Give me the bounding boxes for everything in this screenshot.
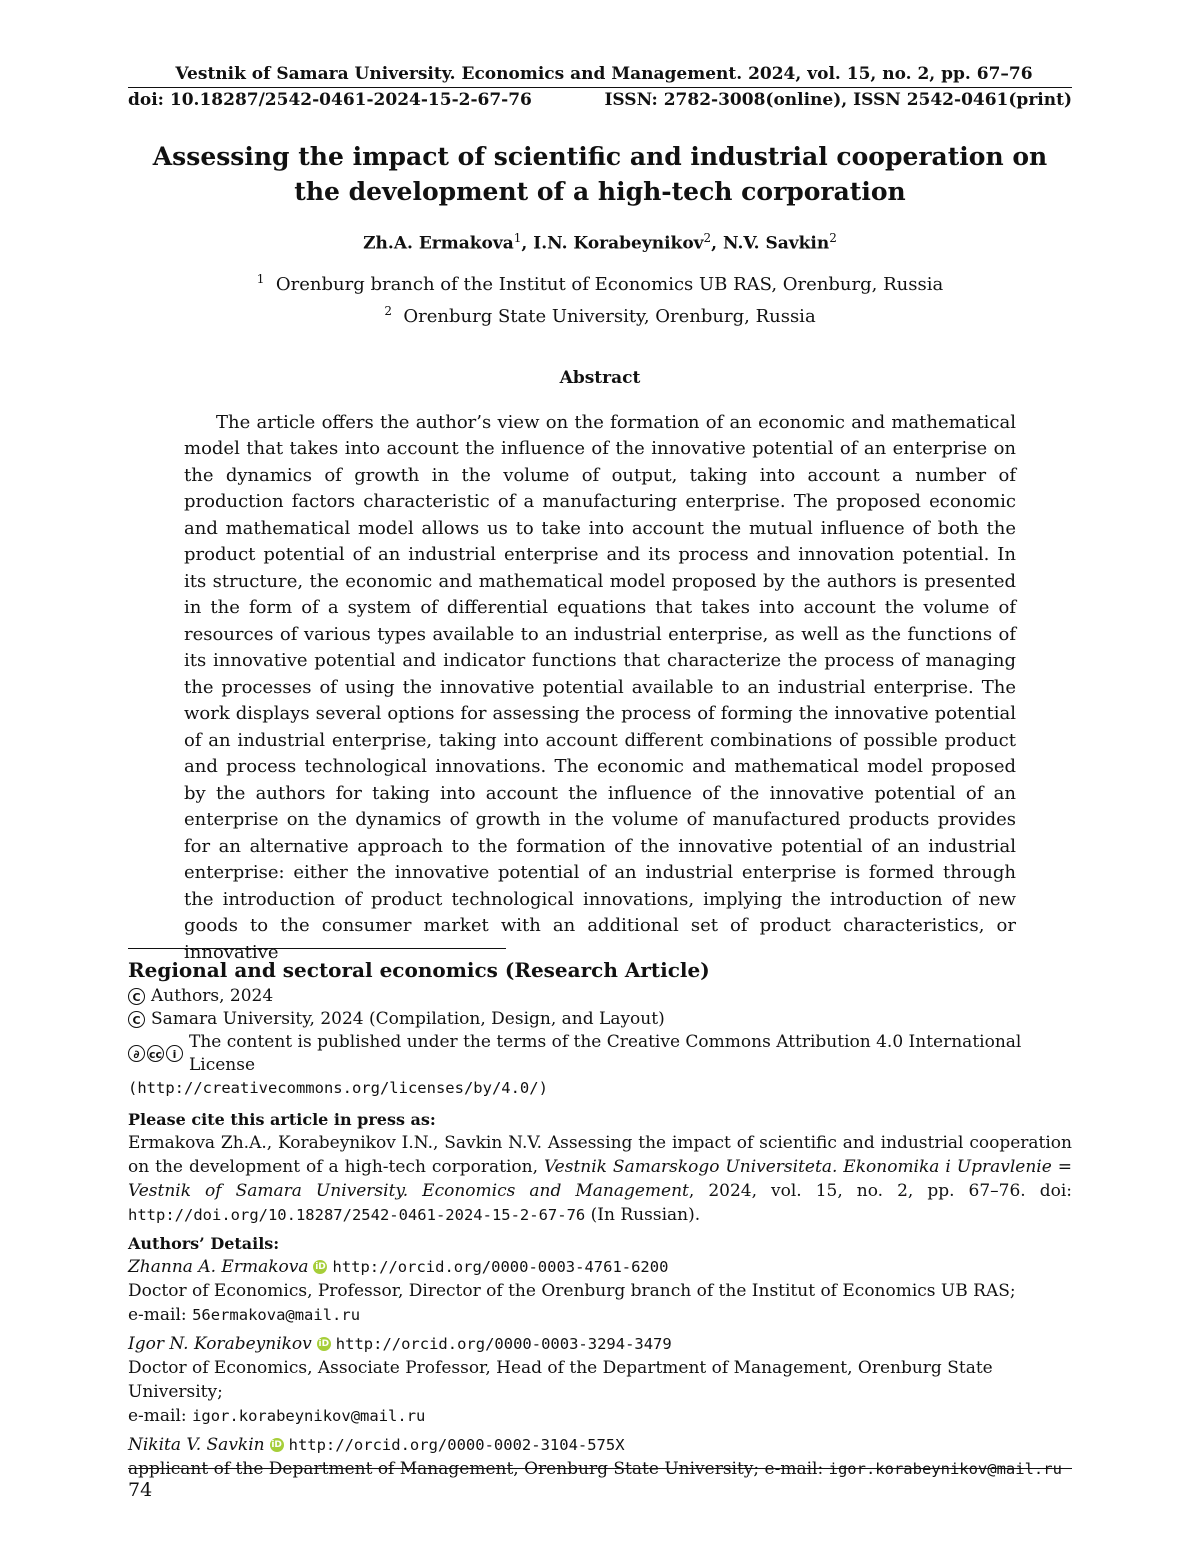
author-affil-mark: 2 [829,231,837,245]
author-list: Zh.A. Ermakova$^1$, I.N. Korabeynikov$^2$, N.V. Savkin$^2$ [363,231,837,254]
author-position: applicant of the Department of Management, Orenburg State University; e-mail: [128,1458,829,1479]
orcid-icon: iD [271,1439,282,1450]
orcid-link[interactable]: http://orcid.org/0000-0002-3104-575X [288,1435,625,1454]
cc-icon: cc [147,1045,164,1062]
author-affil-mark: 2 [703,231,712,245]
copyright-authors: Authors, 2024 [151,985,274,1006]
affiliation [128,298,1072,330]
journal-name: Vestnik Samarskogo Universiteta. Ekonomika i Upravlenie = Vestnik of Samara University. Economics and Management [128,1156,1073,1201]
journal-header-line: Vestnik of Samara University. Economics and Management. 2024, vol. 15, no. 2, pp. 67–76 [175,64,1033,84]
affiliation-mark: 2 [384,303,392,318]
cite-heading: Please cite this article in press as: [128,1109,436,1129]
email-link[interactable]: igor.korabeynikov@mail.ru [828,1459,1062,1478]
authors-details-heading: Authors’ Details: [128,1233,280,1253]
email-link[interactable]: 56ermakova@mail.ru [192,1305,361,1324]
affiliation-text: Orenburg State University, Orenburg, Russia [403,305,816,327]
email-link[interactable]: igor.korabeynikov@mail.ru [192,1406,426,1425]
author-position: Doctor of Economics, Professor, Director of the Orenburg branch of the Institut of Economics UB RAS; [128,1280,1016,1301]
author-full-name: Zhanna A. Ermakova [128,1256,309,1277]
open-access-icon: ∂ [128,1045,145,1062]
copyright-university: Samara University, 2024 (Compilation, Design, and Layout) [151,1008,665,1029]
author-name: N.V. Savkin [723,233,830,254]
footer-rule [128,1468,1072,1469]
cc-by-icon [128,1045,183,1062]
copyright-icon: C [128,1011,145,1028]
doi-text: doi: 10.18287/2542-0461-2024-15-2-67-76 [128,90,532,110]
author-full-name: Igor N. Korabeynikov [128,1333,312,1354]
affiliation [128,266,1072,298]
author-detail [128,1433,1072,1481]
author-position: Doctor of Economics, Associate Professor, Head of the Department of Management, Orenburg State University; [128,1357,993,1402]
paper-page [128,62,1072,1481]
copyright-icon: C [128,988,145,1005]
author-detail: Igor N. Korabeynikov iD http://orcid.org/0000-0003-3294-3479 Doctor of Economics, Associate Professor, Head of the Department of Management, Orenburg State University; e-mail: igor.korabeynikov@mail.ru [128,1332,1072,1428]
page-number: 74 [128,1479,153,1501]
author-name: Zh.A. Ermakova [363,233,514,254]
license-text: The content is published under the terms of the Creative Commons Attribution 4.0 International License [189,1031,1022,1075]
author-affil-mark: 1 [513,231,522,245]
issn-text: ISSN: 2782-3008(online), ISSN 2542-0461(print) [604,90,1072,110]
section-label: Regional and sectoral economics (Research Article) [128,957,710,982]
header-meta [128,88,1072,112]
author-full-name: Nikita V. Savkin [128,1434,265,1455]
author-name: I.N. Korabeynikov [533,233,704,254]
by-icon: i [166,1045,183,1062]
license-block [128,985,1072,1100]
abstract-text: The article offers the author’s view on the formation of an economic and mathematical model that takes into account the influence of the innovative potential of an enterprise on the dynamics of growth in the volume of output, taking into account a number of production factors characteristic of a manufacturing enterprise. The proposed economic and mathematical model allows us to take into account the mutual influence of both the product potential of an industrial enterprise and its process and innovation potential. In its structure, the economic and mathematical model proposed by the authors is presented in the form of a system of differential equations that takes into account the volume of resources of various types available to an industrial enterprise, as well as the functions of its innovative potential and indicator functions that characterize the process of managing the processes of using the innovative potential available to an industrial enterprise. The work displays several options for assessing the process of forming the innovative potential of an industrial enterprise, taking into account different combinations of possible product and process technological innovations. The economic and mathematical model proposed by the authors for taking into account the influence of the innovative potential of an enterprise on the dynamics of growth in the volume of manufactured products provides for an alternative approach to the formation of the innovative potential of an industrial enterprise: either the innovative potential of an industrial enterprise is formed through the introduction of product technological innovations, implying the introduction of new goods to the consumer market with an additional set of product characteristics, or innovative [184,411,1016,963]
paper-title: Assessing the impact of scientific and industrial cooperation on the development of a high-tech corporation [152,142,1048,206]
affiliation-mark: 1 [256,271,265,286]
orcid-icon: iD [315,1261,326,1272]
citation-text: Ermakova Zh.A., Korabeynikov I.N., Savkin N.V. Assessing the impact of scientific and industrial cooperation on the development of a high-tech corporation, Vestnik Samarskogo Universiteta. Ekonomika i Upravlenie = Vestnik of Samara University. Economics and Management, 2024, vol. 15, no. 2, pp. 67–76. doi: http://doi.org/10.18287/2542-0461-2024-15-2-67-76 (In Russian). [128,1132,1073,1225]
license-link[interactable]: (http://creativecommons.org/licenses/by/4.0/) [128,1078,548,1097]
doi-link[interactable]: http://doi.org/10.18287/2542-0461-2024-15-2-67-76 [128,1205,586,1224]
orcid-icon: iD [318,1338,330,1349]
author-detail: Zhanna A. Ermakova iD http://orcid.org/0000-0003-4761-6200 Doctor of Economics, Professor, Director of the Orenburg branch of the Institut of Economics UB RAS; e-mail: 56ermakova@mail.ru [128,1255,1072,1327]
abstract-heading: Abstract [559,367,641,388]
affiliation-text: Orenburg branch of the Institut of Economics UB RAS, Orenburg, Russia [275,273,944,295]
orcid-link[interactable]: http://orcid.org/0000-0003-3294-3479 [335,1334,672,1353]
orcid-link[interactable]: http://orcid.org/0000-0003-4761-6200 [332,1257,669,1276]
